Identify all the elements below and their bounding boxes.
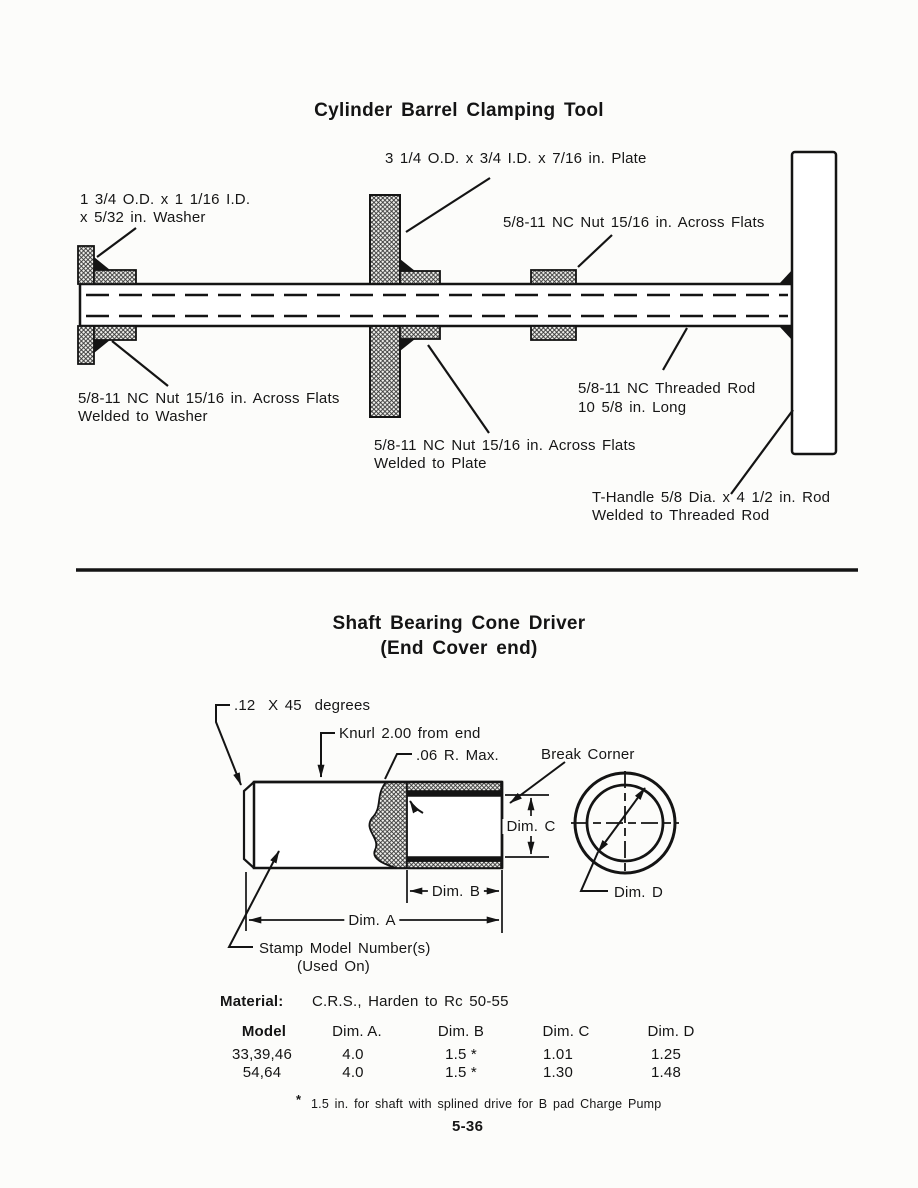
chamfer-label: .12 X 45 degrees	[234, 697, 371, 714]
diagram2-title-line1: Shaft Bearing Cone Driver	[332, 613, 586, 634]
dim-a-label: Dim. A	[344, 913, 399, 928]
nut-on-plate-bottom	[400, 326, 440, 339]
dim-c-label: Dim. C	[502, 819, 559, 834]
dim-b-label: Dim. B	[428, 884, 484, 899]
diagram1-title: Cylinder Barrel Clamping Tool	[314, 100, 604, 121]
weld-fillet-handle-bottom	[779, 326, 792, 340]
nut-flats-label: 5/8-11 NC Nut 15/16 in. Across Flats	[503, 214, 765, 231]
diagram2-title-line2: (End Cover end)	[380, 638, 538, 659]
bore-wall-bottom-hatch	[407, 861, 501, 868]
dim-d-label: Dim. D	[614, 884, 664, 901]
threaded-rod-label-line1: 5/8-11 NC Threaded Rod	[578, 380, 756, 397]
nut-on-washer-bottom	[94, 326, 136, 340]
table-row2-dim-b: 1.5 *	[445, 1064, 477, 1081]
bore-wall-top-hatch	[407, 782, 501, 791]
nut-on-plate-top	[400, 271, 440, 284]
t-handle	[792, 152, 836, 454]
table-header-dim-c: Dim. C	[542, 1023, 590, 1040]
table-header-dim-a: Dim. A.	[332, 1023, 382, 1040]
nut-plate-label-line2: Welded to Plate	[374, 455, 487, 472]
table-row1-dim-a: 4.0	[342, 1046, 364, 1063]
weld-fillet-washer-top	[94, 257, 110, 270]
material-label: Material:	[220, 993, 284, 1010]
plate-bottom	[370, 326, 400, 417]
leader-plate	[406, 178, 490, 232]
radius-label: .06 R. Max.	[416, 747, 499, 764]
weld-fillet-handle-top	[779, 270, 792, 284]
plate-top	[370, 195, 400, 284]
leader-washer	[97, 228, 136, 257]
weld-fillet-washer-bottom	[94, 340, 110, 353]
loose-nut-top	[531, 270, 576, 284]
footnote-marker: *	[296, 1092, 302, 1107]
leader-nut-flats	[578, 235, 612, 267]
nut-washer-label-line2: Welded to Washer	[78, 408, 208, 425]
dim-b-group	[407, 870, 502, 933]
loose-nut-bottom	[531, 326, 576, 340]
leader-radius	[385, 754, 412, 779]
washer-bottom	[78, 326, 94, 364]
stamp-label-line1: Stamp Model Number(s)	[259, 940, 431, 957]
nut-plate-label-line1: 5/8-11 NC Nut 15/16 in. Across Flats	[374, 437, 636, 454]
nut-on-washer-top	[94, 270, 136, 284]
knurl-label: Knurl 2.00 from end	[339, 725, 481, 742]
table-row1-dim-b: 1.5 *	[445, 1046, 477, 1063]
dim-d-diameter-arrow	[598, 788, 645, 852]
leader-dim-d	[581, 852, 608, 891]
shaft-chamfer	[244, 782, 254, 868]
footnote-text: 1.5 in. for shaft with splined drive for B pad Charge Pump	[311, 1097, 662, 1111]
table-row1-model: 33,39,46	[232, 1046, 292, 1063]
leader-nut-washer	[112, 341, 168, 386]
nut-washer-label-line1: 5/8-11 NC Nut 15/16 in. Across Flats	[78, 390, 340, 407]
plate-label: 3 1/4 O.D. x 3/4 I.D. x 7/16 in. Plate	[385, 150, 647, 167]
table-header-dim-d: Dim. D	[647, 1023, 695, 1040]
washer-label-line2: x 5/32 in. Washer	[80, 209, 206, 226]
t-handle-label-line1: T-Handle 5/8 Dia. x 4 1/2 in. Rod	[592, 489, 831, 506]
material-value: C.R.S., Harden to Rc 50-55	[312, 993, 509, 1010]
leader-chamfer	[216, 705, 241, 785]
table-row1-dim-d: 1.25	[651, 1046, 681, 1063]
table-row2-dim-d: 1.48	[651, 1064, 681, 1081]
washer-label-line1: 1 3/4 O.D. x 1 1/16 I.D.	[80, 191, 251, 208]
threaded-rod	[80, 284, 792, 326]
stamp-label-line2: (Used On)	[297, 958, 370, 975]
page-number: 5-36	[452, 1118, 484, 1135]
leader-threaded-rod	[663, 328, 687, 370]
break-corner-label: Break Corner	[541, 746, 635, 763]
table-header-dim-b: Dim. B	[437, 1023, 485, 1040]
washer-top	[78, 246, 94, 284]
table-row2-model: 54,64	[242, 1064, 282, 1081]
table-row2-dim-c: 1.30	[543, 1064, 573, 1081]
t-handle-label-line2: Welded to Threaded Rod	[592, 507, 770, 524]
table-row2-dim-a: 4.0	[342, 1064, 364, 1081]
leader-knurl	[321, 733, 335, 777]
threaded-rod-label-line2: 10 5/8 in. Long	[578, 399, 687, 416]
weld-fillet-plate-bottom	[400, 339, 415, 351]
leader-break-corner	[510, 762, 565, 803]
table-row1-dim-c: 1.01	[543, 1046, 573, 1063]
weld-fillet-plate-top	[400, 259, 415, 271]
leader-nut-plate	[428, 345, 489, 433]
leader-t-handle	[731, 410, 793, 494]
table-header-model: Model	[241, 1023, 287, 1040]
